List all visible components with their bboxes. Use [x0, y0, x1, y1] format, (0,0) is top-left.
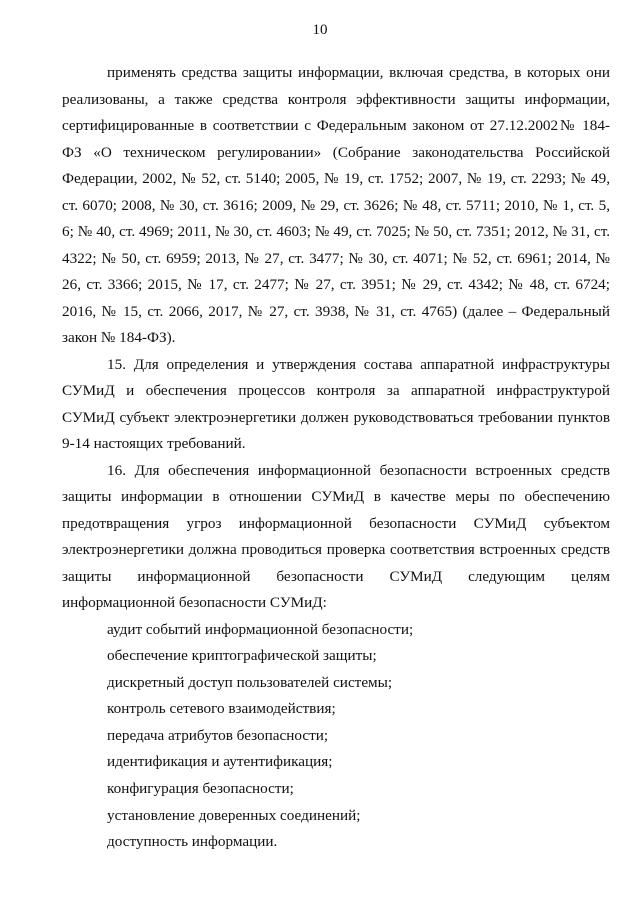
list-item: обеспечение криптографической защиты; [107, 647, 377, 665]
list-item: доступность информации. [107, 833, 278, 851]
document-body [62, 60, 610, 856]
list-item: установление доверенных соединений; [107, 806, 361, 824]
list-item: идентификация и аутентификация; [107, 753, 333, 771]
list-item: конфигурация безопасности; [107, 780, 294, 798]
paragraph-16: 16. Для обеспечения информационной безопасности встроенных средств защиты информации в отношении СУМиД в качестве меры по обеспечению предотвращения угроз информационной безопасности СУМиД субъектом электроэнергетики должна проводиться проверка соответствия встроенных средств защиты информационной безопасности СУМиД следующим целям информационной безопасности СУМиД: [62, 461, 610, 611]
paragraph-continuation: применять средства защиты информации, включая средства, в которых они реализованы, а также средства контроля эффективности защиты информации, сертифицированные в соответствии с Федеральным законом от 27.12.2002№ 184-ФЗ «О техническом регулировании» (Собрание законодательства Российской Федерации, 2002, № 52, ст. 5140; 2005, № 19, ст. 1752; 2007, № 19, ст. 2293; № 49, ст. 6070; 2008, № 30, ст. 3616; 2009, № 29, ст. 3626; № 48, ст. 5711; 2010, № 1, ст. 5, 6; № 40, ст. 4969; 2011, № 30, ст. 4603; № 49, ст. 7025; № 50, ст. 7351; 2012, № 31, ст. 4322; № 50, ст. 6959; 2013, № 27, ст. 3477; № 30, ст. 4071; № 52, ст. 6961; 2014, № 26, ст. 3366; 2015, № 17, ст. 2477; № 27, ст. 3951; № 29, ст. 4342; № 48, ст. 6724; 2016, № 15, ст. 2066, 2017, № 27, ст. 3938, № 31, ст. 4765) (далее – Федеральный закон № 184-ФЗ). [62, 64, 610, 346]
list-item: передача атрибутов безопасности; [107, 726, 329, 744]
paragraph-15: 15. Для определения и утверждения состава аппаратной инфраструктуры СУМиД и обеспечения процессов контроля за аппаратной инфраструктурой СУМиД субъект электроэнергетики должен руководствоваться требовании пунктов 9-14 настоящих требований. [62, 355, 610, 452]
list-item: дискретный доступ пользователей системы; [107, 673, 393, 691]
list-item: аудит событий информационной безопасности; [107, 620, 414, 638]
page-number: 10 [312, 22, 328, 38]
list-item: контроль сетевого взаимодействия; [107, 700, 336, 718]
security-goals-list [62, 617, 610, 856]
